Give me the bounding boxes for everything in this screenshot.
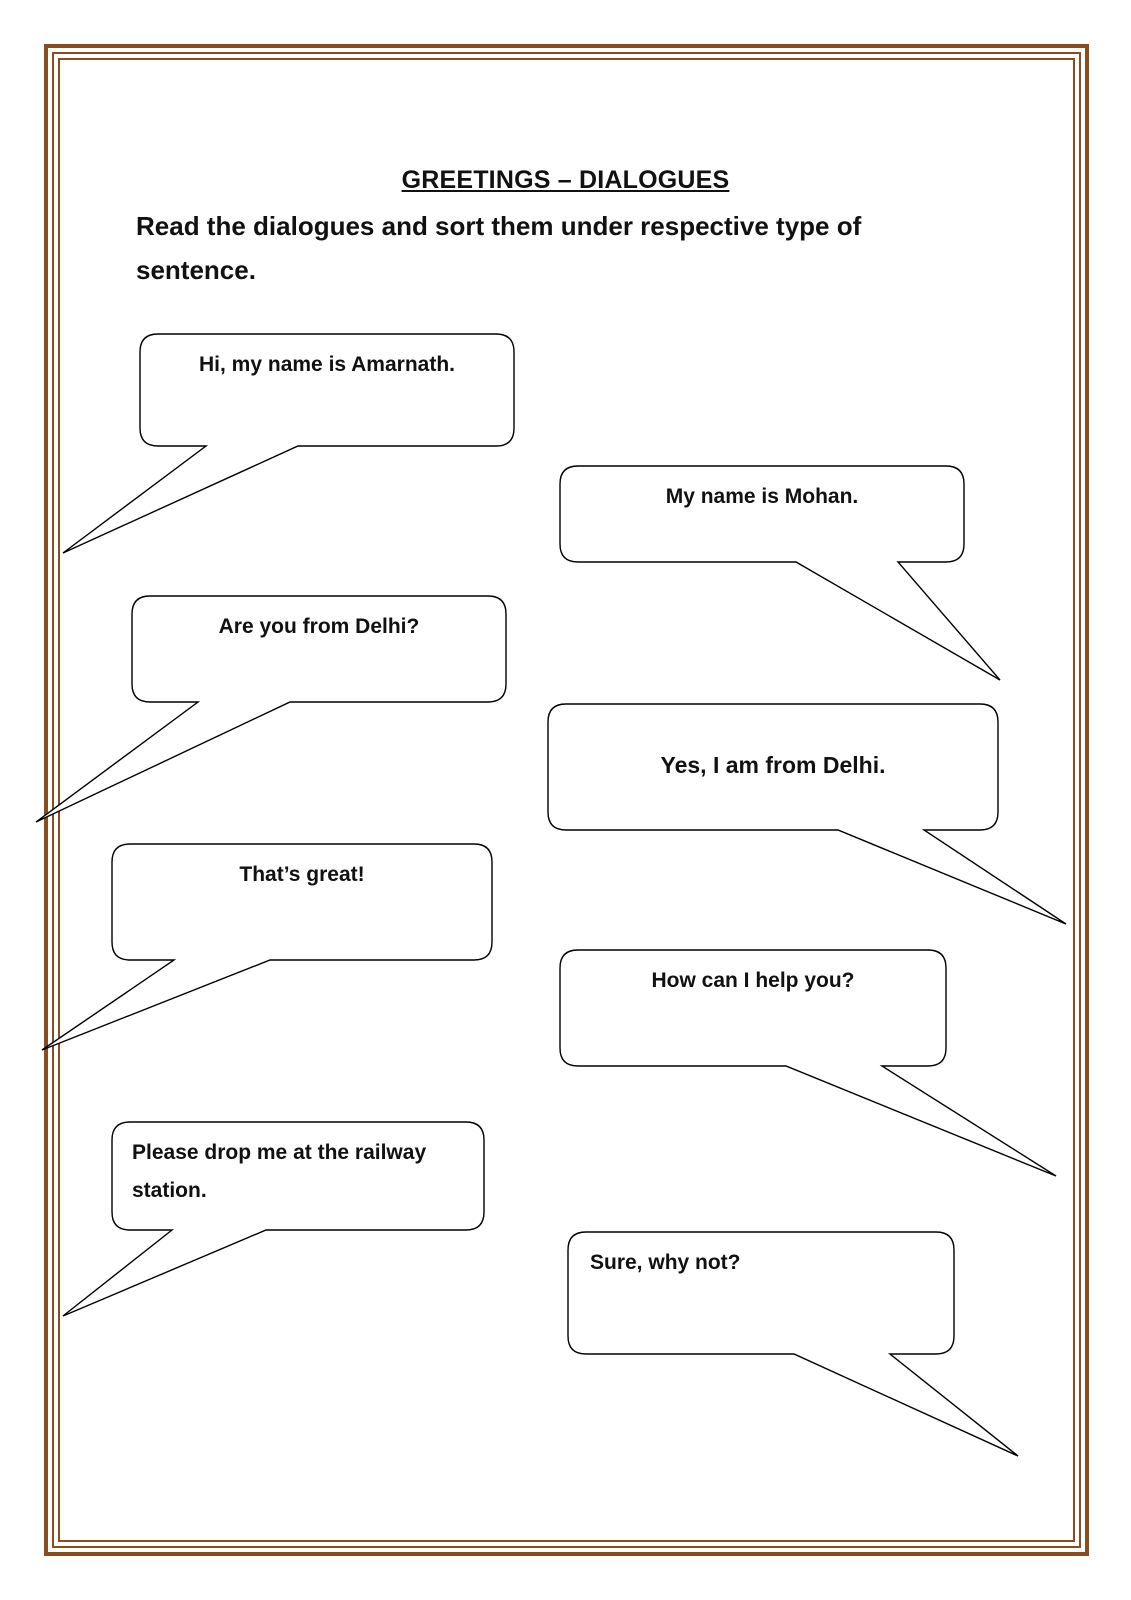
instruction-text: Read the dialogues and sort them under respective type of sentence. bbox=[136, 211, 862, 285]
dialogue-8: Sure, why not? bbox=[590, 1251, 741, 1274]
dialogue-3: Are you from Delhi? bbox=[218, 615, 420, 638]
speech-bubble-4 bbox=[548, 704, 1066, 924]
page-title: GREETINGS – DIALOGUES bbox=[401, 166, 730, 194]
dialogue-2: My name is Mohan. bbox=[665, 485, 859, 508]
dialogue-6: How can I help you? bbox=[651, 969, 855, 992]
dialogue-5: That’s great! bbox=[239, 863, 365, 886]
dialogue-1: Hi, my name is Amarnath. bbox=[199, 353, 455, 376]
dialogue-7: Please drop me at the railway station. bbox=[132, 1141, 427, 1202]
dialogue-4: Yes, I am from Delhi. bbox=[660, 752, 886, 778]
